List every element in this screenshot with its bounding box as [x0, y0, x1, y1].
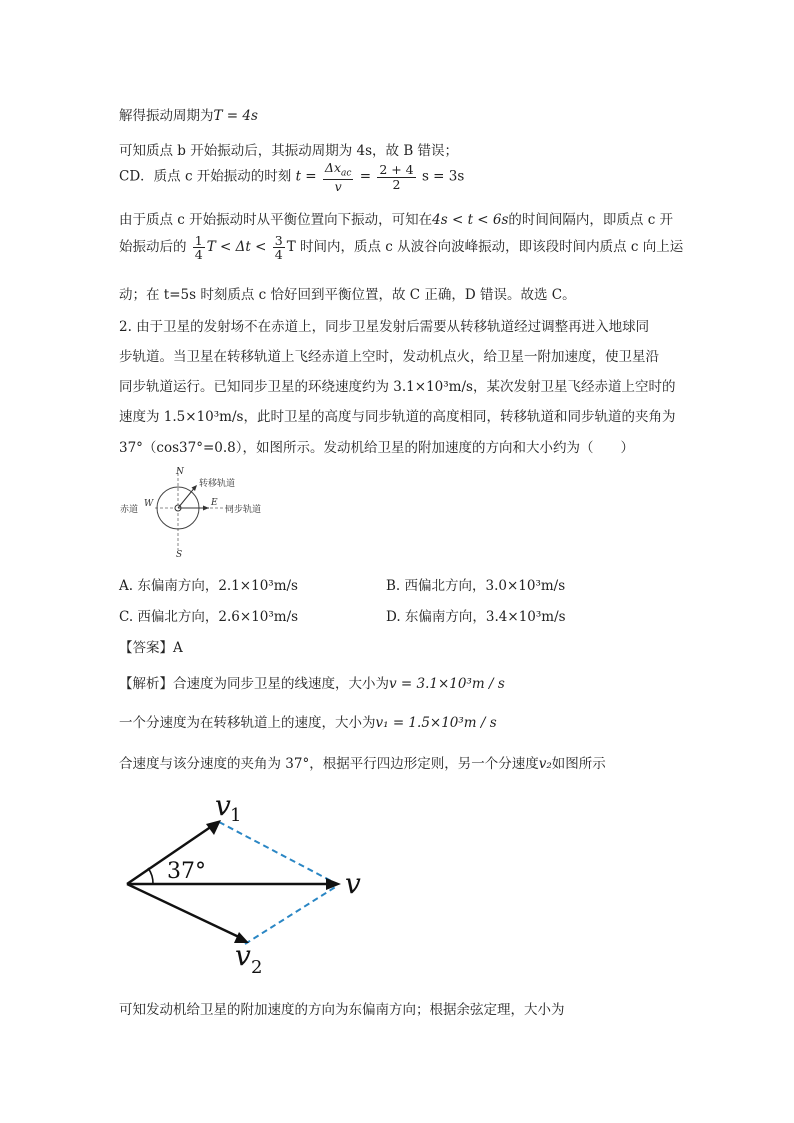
text: 同步轨道运行。已知同步卫星的环绕速度约为 3.1×10³m/s，某次发射卫星飞经赤道上空时的 [119, 379, 676, 395]
option-d[interactable] [386, 605, 566, 625]
question-2-line-3 [119, 375, 675, 395]
text: 速度为 1.5×10³m/s，此时卫星的高度与同步轨道的高度相同，转移轨道和同步轨道的夹角为 [119, 409, 676, 425]
text: 始振动后的 [119, 239, 187, 256]
text: 2. 由于卫星的发射场不在赤道上，同步卫星发射后需要从转移轨道经过调整再进入地球同 [119, 319, 650, 335]
velocity-parallelogram-diagram [115, 785, 385, 980]
dashed-line-upper [219, 822, 337, 884]
text: 可知发动机给卫星的附加速度的方向为东偏南方向；根据余弦定理，大小为 [119, 1002, 565, 1018]
math-v: v = 3.1×10³m / s [389, 676, 505, 692]
math-interval: 4s < t < 6s [432, 212, 509, 228]
numerator: 2 + 4 [379, 162, 414, 178]
text: CD．质点 c 开始振动的时刻 [119, 168, 292, 185]
solution-line-1 [119, 104, 258, 124]
denominator: v [334, 178, 342, 194]
numerator: Δx [324, 160, 341, 175]
label-sync-orbit: 同步轨道 [225, 505, 262, 515]
text: 一个分速度为在转移轨道上的速度，大小为 [119, 715, 376, 731]
label-angle: 37° [167, 859, 206, 884]
arrow-head-icon [203, 506, 209, 511]
solution-line-2 [119, 139, 458, 159]
solution-line-3 [119, 161, 464, 193]
option-b-label: B. 西偏北方向，3.0×10³m/s [386, 578, 566, 594]
analysis-line-4 [119, 998, 565, 1018]
numerator: 3 [274, 233, 283, 248]
numerator: 1 [194, 233, 203, 248]
solution-line-6 [119, 283, 576, 303]
denominator: 4 [194, 247, 203, 263]
vector-v2 [127, 884, 241, 938]
label-transfer-orbit: 转移轨道 [199, 479, 236, 489]
text: 可知质点 b 开始振动后，其振动周期为 4s，故 B 错误； [119, 143, 459, 159]
fraction-dx-over-v [323, 161, 353, 193]
analysis-line-1 [119, 672, 505, 692]
fraction-sum [377, 163, 415, 190]
math-period: T = 4s [213, 108, 258, 124]
answer-line [119, 636, 183, 656]
math-v2: v₂ [538, 756, 552, 772]
text: 由于质点 c 开始振动时从平衡位置向下振动，可知在 [119, 212, 433, 228]
math-t: t = [295, 168, 317, 185]
dashed-line-lower [245, 886, 337, 944]
text: 合速度与该分速度的夹角为 37°，根据平行四边形定则，另一个分速度 [119, 756, 539, 772]
analysis-line-3 [119, 752, 606, 772]
text: 合速度为同步卫星的线速度，大小为 [173, 676, 389, 692]
equals: = [359, 168, 372, 185]
option-a[interactable] [119, 574, 298, 594]
fraction-quarter [193, 234, 205, 261]
label-v2: v [235, 939, 251, 972]
option-c[interactable] [119, 605, 298, 625]
text: 37°（cos37°=0.8），如图所示。发动机给卫星的附加速度的方向和大小约为（ ） [119, 440, 635, 456]
text: s = 3s [421, 168, 465, 185]
answer-tag: 【答案】 [119, 640, 173, 656]
label-s: S [176, 550, 183, 560]
label-v1-sub: 1 [230, 805, 242, 826]
text: 的时间间隔内，即质点 c 开 [508, 212, 674, 228]
label-v1: v [215, 789, 231, 822]
label-n: N [176, 467, 184, 477]
label-e: E [211, 498, 218, 508]
orbit-compass-diagram [115, 462, 295, 562]
option-a-label: A. 东偏南方向，2.1×10³m/s [119, 578, 298, 594]
denominator: 4 [274, 247, 283, 263]
text: 如图所示 [551, 756, 606, 772]
option-b[interactable] [386, 574, 565, 594]
question-2-line-5 [119, 436, 634, 456]
question-2-line-4 [119, 405, 675, 425]
angle-arc [148, 868, 153, 884]
label-equator: 赤道 [120, 505, 139, 515]
text: 解得振动周期为 [119, 108, 214, 124]
denominator: 2 [392, 176, 401, 192]
text: T 时间内，质点 c 从波谷向波峰振动，即该段时间内质点 c 向上运 [286, 239, 684, 256]
solution-line-5 [119, 234, 683, 261]
option-c-label: C. 西偏北方向，2.6×10³m/s [119, 609, 299, 625]
label-v: v [345, 867, 361, 900]
text: 动；在 t=5s 时刻质点 c 恰好回到平衡位置，故 C 正确，D 错误。故选 C。 [119, 287, 576, 303]
label-w: W [144, 499, 154, 509]
answer-value: A [173, 640, 183, 656]
analysis-tag: 【解析】 [119, 676, 173, 692]
option-d-label: D. 东偏南方向，3.4×10³m/s [386, 609, 566, 625]
analysis-line-2 [119, 711, 497, 731]
text: 步轨道。当卫星在转移轨道上飞经赤道上空时，发动机点火，给卫星一附加速度，使卫星沿 [119, 349, 659, 365]
question-2-line-1 [119, 315, 649, 335]
subscript: ac [341, 168, 352, 179]
math: T < Δt < [206, 239, 267, 256]
fraction-three-quarters [273, 234, 285, 261]
question-2-line-2 [119, 345, 659, 365]
solution-line-4 [119, 208, 673, 228]
label-v2-sub: 2 [251, 957, 263, 978]
math-v1: v₁ = 1.5×10³m / s [375, 715, 497, 731]
